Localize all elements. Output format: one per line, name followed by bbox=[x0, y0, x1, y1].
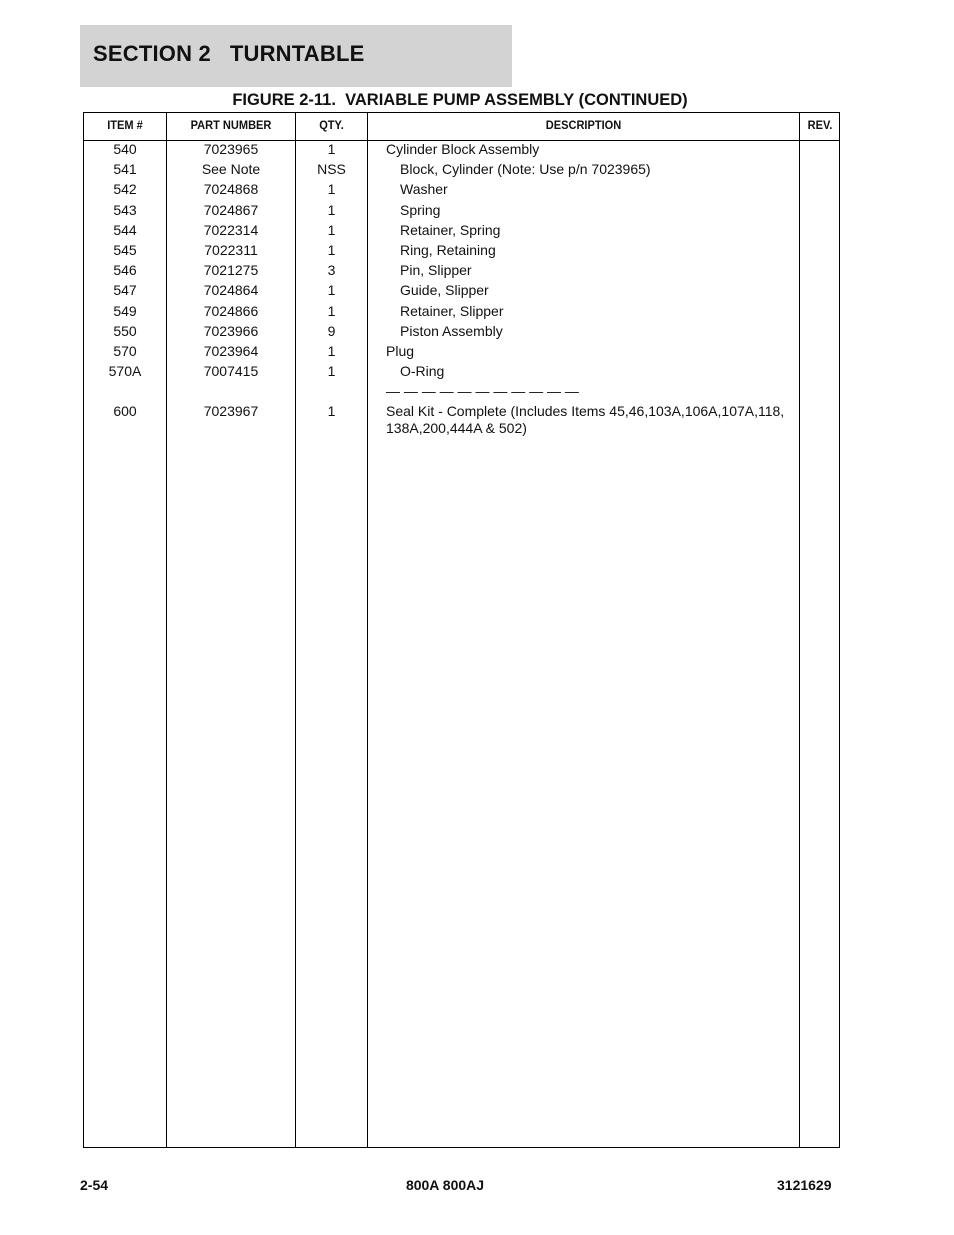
qty-cell: 3 bbox=[327, 262, 336, 279]
item-cell: 545 bbox=[113, 241, 137, 258]
column-header-item: ITEM # bbox=[107, 118, 143, 132]
description-cell: Piston Assembly bbox=[400, 322, 503, 339]
column-header-qty: QTY. bbox=[319, 118, 344, 132]
column-header-part-number: PART NUMBER bbox=[190, 118, 272, 132]
item-cell: 600 bbox=[113, 403, 137, 420]
table-row bbox=[84, 222, 839, 242]
description-cell: Plug bbox=[386, 342, 415, 359]
part-number-cell: 7024868 bbox=[203, 181, 259, 198]
description-cell: Cylinder Block Assembly bbox=[386, 141, 540, 157]
table-row bbox=[84, 343, 839, 363]
qty-cell: 1 bbox=[327, 201, 336, 218]
item-cell: 544 bbox=[113, 221, 137, 238]
column-header-description: DESCRIPTION bbox=[545, 118, 622, 132]
qty-cell: 1 bbox=[327, 181, 336, 198]
part-number-cell: 7007415 bbox=[203, 363, 259, 380]
document-number: 3121629 bbox=[777, 1177, 832, 1193]
description-cell: — — — — — — — — — — — bbox=[386, 383, 579, 400]
figure-title: FIGURE 2-11. VARIABLE PUMP ASSEMBLY (CONTINUED) bbox=[232, 91, 688, 109]
description-cell: Seal Kit - Complete (Includes Items 45,46,103A,106A,107A,118, 138A,200,444A & 502) bbox=[386, 403, 785, 437]
part-number-cell: 7023964 bbox=[203, 342, 259, 359]
qty-cell: 1 bbox=[327, 282, 336, 299]
part-number-cell: 7023965 bbox=[203, 141, 259, 157]
qty-cell: 1 bbox=[327, 342, 336, 359]
part-number-cell: 7023966 bbox=[203, 322, 259, 339]
item-cell: 570 bbox=[113, 342, 137, 359]
description-cell: Ring, Retaining bbox=[400, 241, 496, 258]
item-cell: 549 bbox=[113, 302, 137, 319]
table-row bbox=[84, 383, 839, 403]
item-cell: 570A bbox=[108, 363, 142, 380]
part-number-cell: 7024867 bbox=[203, 201, 259, 218]
qty-cell: 9 bbox=[327, 322, 336, 339]
qty-cell: 1 bbox=[327, 302, 336, 319]
table-row bbox=[84, 262, 839, 282]
description-cell: Retainer, Spring bbox=[400, 221, 501, 238]
qty-cell: 1 bbox=[327, 141, 336, 157]
table-row bbox=[84, 403, 839, 443]
description-cell: Block, Cylinder (Note: Use p/n 7023965) bbox=[400, 161, 651, 178]
description-cell: Guide, Slipper bbox=[400, 282, 489, 299]
model-number: 800A 800AJ bbox=[405, 1177, 485, 1193]
part-number-cell: 7023967 bbox=[203, 403, 259, 420]
qty-cell: 1 bbox=[327, 403, 336, 420]
table-row bbox=[84, 242, 839, 262]
qty-cell: 1 bbox=[327, 363, 336, 380]
qty-cell: 1 bbox=[327, 221, 336, 238]
item-cell: 543 bbox=[113, 201, 137, 218]
description-cell: Spring bbox=[400, 201, 441, 218]
description-cell: Retainer, Slipper bbox=[400, 302, 504, 319]
item-cell: 550 bbox=[113, 322, 137, 339]
parts-table bbox=[83, 112, 840, 1148]
item-cell: 547 bbox=[113, 282, 137, 299]
item-cell: 542 bbox=[113, 181, 137, 198]
section-title: SECTION 2 TURNTABLE bbox=[93, 41, 365, 66]
table-row bbox=[84, 323, 839, 343]
part-number-cell: 7022314 bbox=[203, 221, 259, 238]
description-cell: Pin, Slipper bbox=[400, 262, 472, 279]
part-number-cell: See Note bbox=[201, 161, 261, 178]
table-row bbox=[84, 181, 839, 201]
part-number-cell: 7024866 bbox=[203, 302, 259, 319]
qty-cell: NSS bbox=[317, 161, 346, 178]
item-cell: 546 bbox=[113, 262, 137, 279]
part-number-cell: 7021275 bbox=[203, 262, 259, 279]
section-banner bbox=[80, 25, 512, 87]
part-number-cell: 7024864 bbox=[203, 282, 259, 299]
table-row bbox=[84, 303, 839, 323]
table-row bbox=[84, 363, 839, 383]
page-number: 2-54 bbox=[80, 1177, 109, 1193]
table-row bbox=[84, 202, 839, 222]
item-cell: 541 bbox=[113, 161, 137, 178]
description-cell: O-Ring bbox=[400, 363, 445, 380]
item-cell: 540 bbox=[113, 141, 137, 157]
table-row bbox=[84, 161, 839, 181]
description-cell: Washer bbox=[400, 181, 448, 198]
table-row bbox=[84, 141, 839, 161]
part-number-cell: 7022311 bbox=[204, 241, 258, 258]
table-body bbox=[84, 141, 839, 443]
column-header-rev: REV. bbox=[807, 118, 833, 132]
qty-cell: 1 bbox=[327, 241, 336, 258]
table-row bbox=[84, 282, 839, 302]
